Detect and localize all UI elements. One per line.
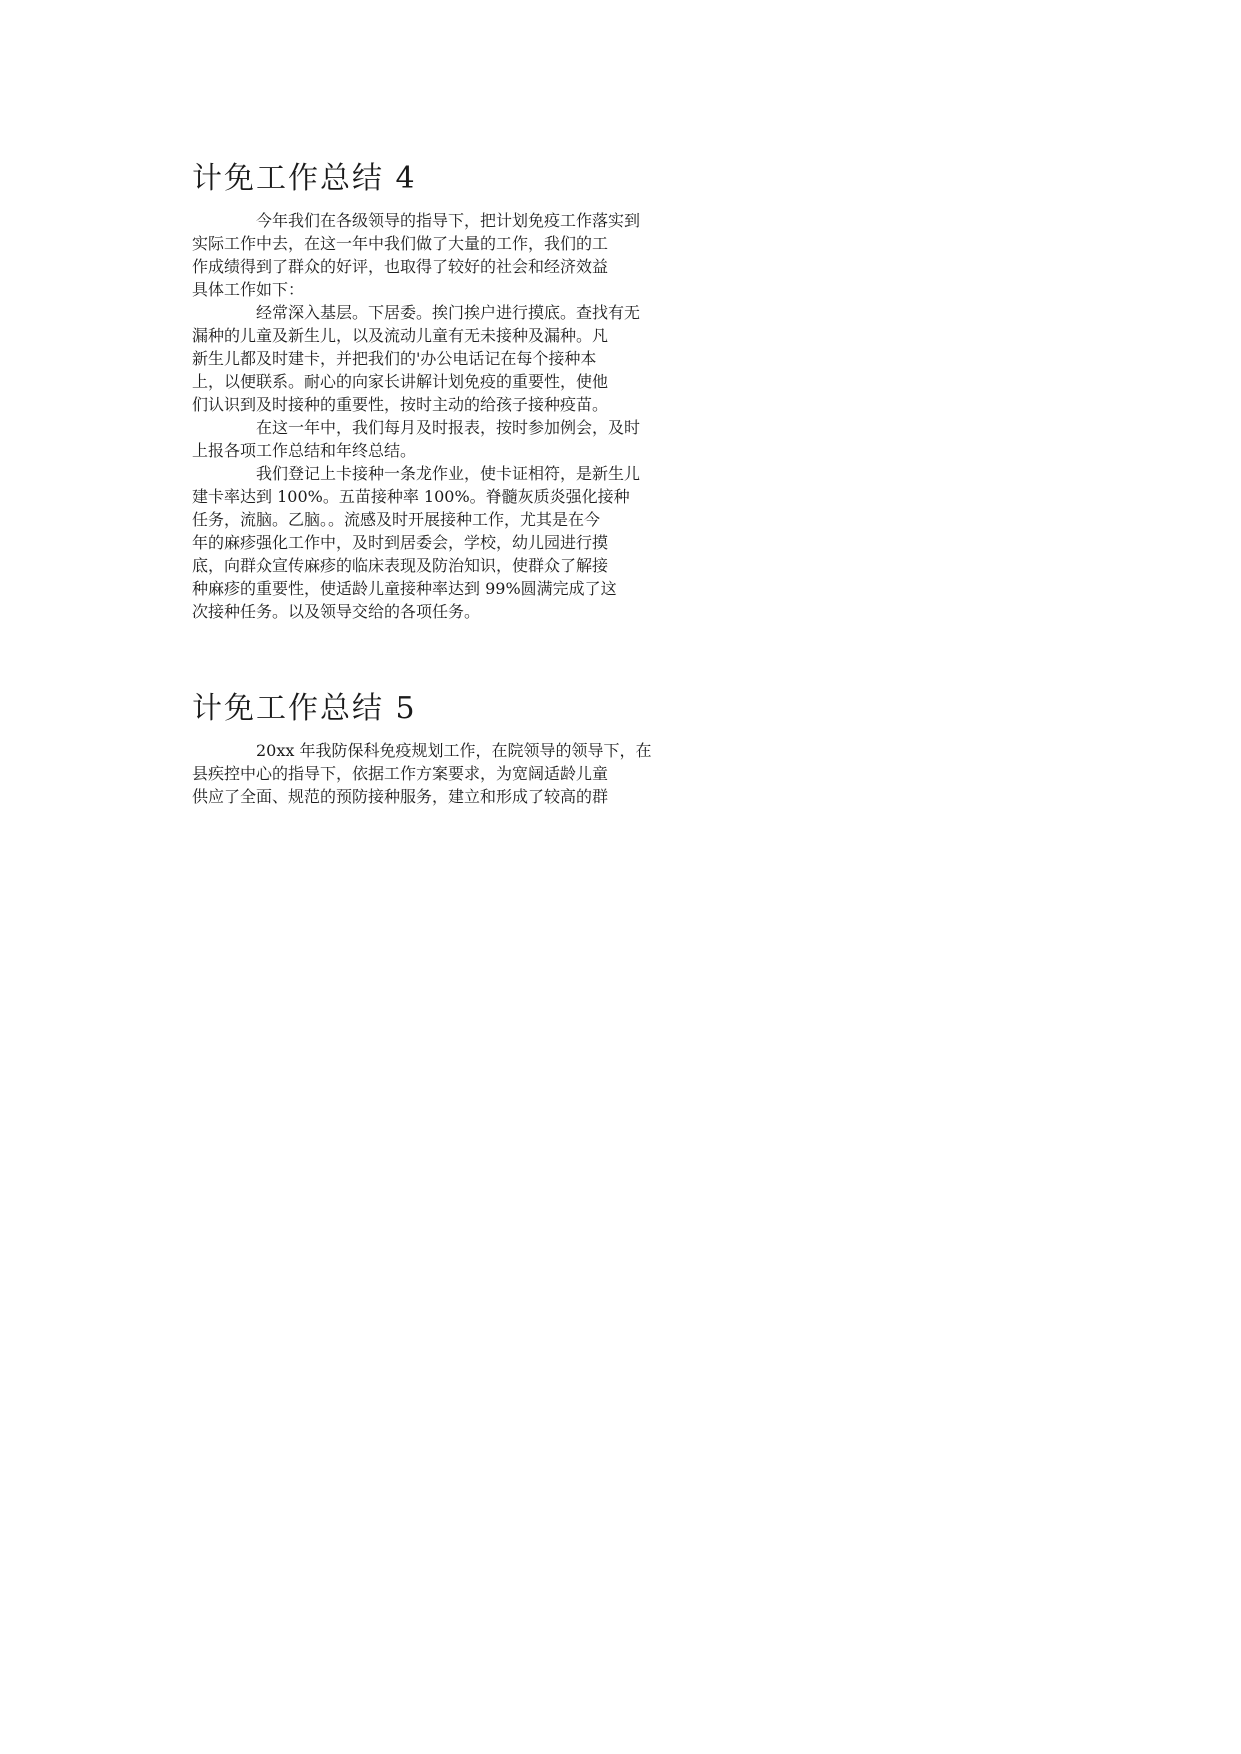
text-line: 种麻疹的重要性，使适龄儿童接种率达到 99%圆满完成了这	[192, 579, 617, 598]
text-line: 具体工作如下：	[192, 280, 305, 299]
text-line: 供应了全面、规范的预防接种服务，建立和形成了较高的群	[192, 787, 609, 806]
document-body	[192, 150, 1052, 807]
section-spacer	[192, 622, 1052, 680]
text-line: 实际工作中去，在这一年中我们做了大量的工作，我们的工	[192, 234, 609, 253]
text-line: 次接种任务。以及领导交给的各项任务。	[192, 602, 481, 621]
text-line: 年的麻疹强化工作中，及时到居委会，学校，幼儿园进行摸	[192, 533, 609, 552]
text-line: 我们登记上卡接种一条龙作业，使卡证相符，是新生儿	[256, 464, 641, 483]
text-line: 20xx 年我防保科免疫规划工作，在院领导的领导下，在	[256, 741, 652, 760]
text-line: 建卡率达到 100%。五苗接种率 100%。脊髓灰质炎强化接种	[192, 487, 630, 506]
paragraph	[192, 300, 1052, 415]
text-line: 底，向群众宣传麻疹的临床表现及防治知识，使群众了解接	[192, 556, 609, 575]
text-line: 今年我们在各级领导的指导下，把计划免疫工作落实到	[256, 211, 641, 230]
text-line: 上，以便联系。耐心的向家长讲解计划免疫的重要性，使他	[192, 372, 609, 391]
text-line: 们认识到及时接种的重要性，按时主动的给孩子接种疫苗。	[192, 395, 609, 414]
text-line: 经常深入基层。下居委。挨门挨户进行摸底。查找有无	[256, 303, 641, 322]
section-title: 计免工作总结 4	[192, 161, 417, 196]
paragraph	[192, 415, 1052, 461]
paragraph	[192, 208, 1052, 300]
text-line: 新生儿都及时建卡，并把我们的'办公电话记在每个接种本	[192, 349, 597, 368]
section-title: 计免工作总结 5	[192, 691, 417, 726]
paragraph	[192, 461, 1052, 622]
text-line: 上报各项工作总结和年终总结。	[192, 441, 417, 460]
text-line: 县疾控中心的指导下，依据工作方案要求，为宽阔适龄儿童	[192, 764, 609, 783]
paragraph	[192, 738, 1052, 807]
text-line: 漏种的儿童及新生儿，以及流动儿童有无未接种及漏种。凡	[192, 326, 609, 345]
section-5	[192, 680, 1052, 807]
section-4	[192, 150, 1052, 622]
text-line: 在这一年中，我们每月及时报表，按时参加例会，及时	[256, 418, 641, 437]
text-line: 作成绩得到了群众的好评，也取得了较好的社会和经济效益	[192, 257, 609, 276]
text-line: 任务，流脑。乙脑。。流感及时开展接种工作，尤其是在今	[192, 510, 601, 529]
